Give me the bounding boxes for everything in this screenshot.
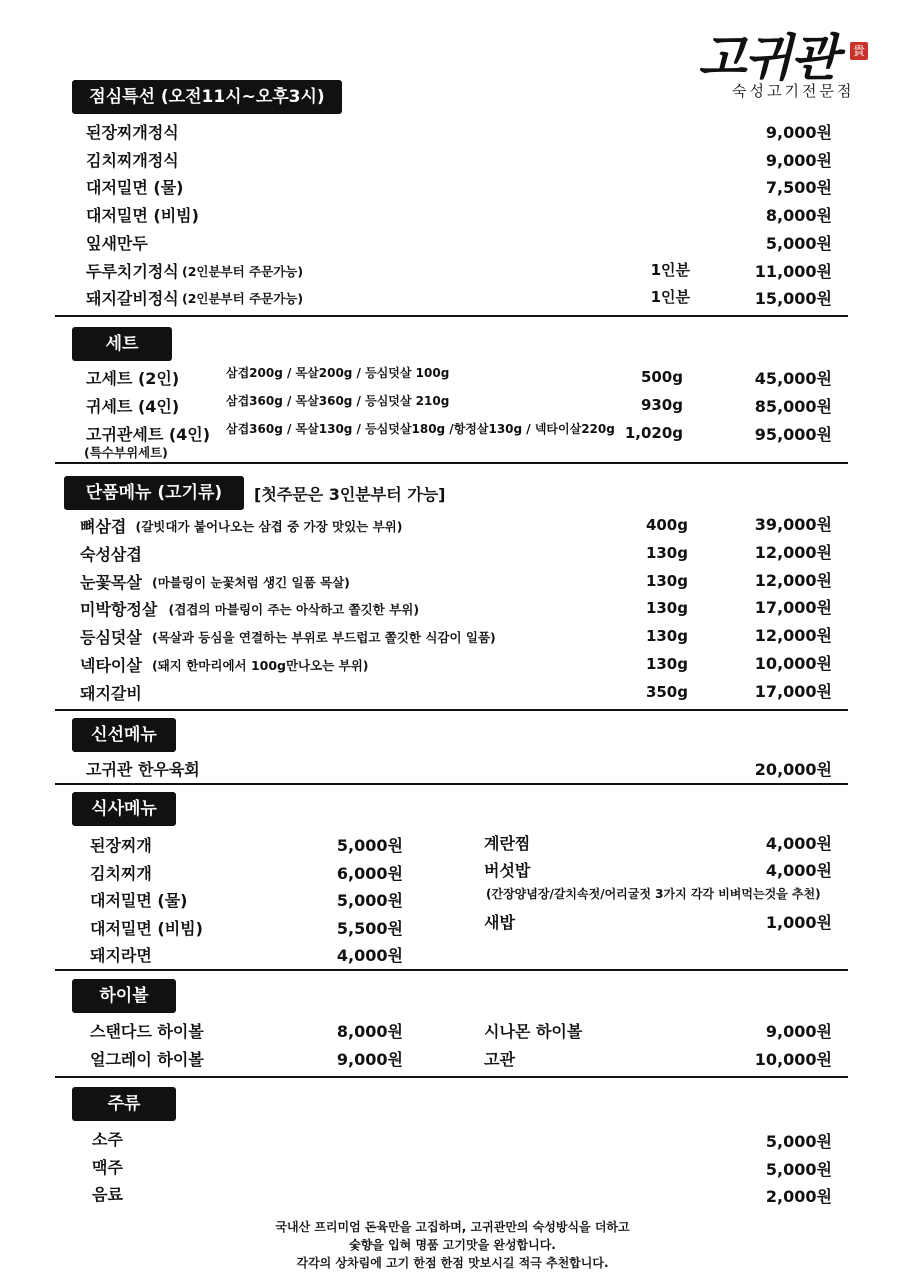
menu-item-qty: 1인분 [650,260,690,279]
single-item-qty: 130g [645,571,688,590]
menu-item-note: (2인분부터 주문가능) [182,263,304,279]
single-section-badge: 단품메뉴 (고기류) [64,476,244,510]
divider [55,315,848,317]
divider [55,969,848,971]
meal-item-price: 4,000원 [765,834,832,853]
menu-item-name: 대저밀면 (물) [86,178,184,198]
highball-item-price: 10,000원 [754,1049,832,1069]
liquor-section-badge: 주류 [72,1087,176,1121]
set-item-price: 45,000원 [754,369,832,388]
highball-item-name: 시나몬 하이볼 [484,1022,583,1041]
single-item-qty: 130g [645,655,688,673]
liquor-item-price: 2,000원 [765,1187,832,1206]
brand-logo [690,24,870,104]
logo-title: 고귀관 [698,28,837,87]
highball-item-price: 9,000원 [765,1022,832,1041]
meal-item-price: 1,000원 [765,913,832,932]
meal-item-price: 5,000원 [336,836,403,855]
meal-item-price: 4,000원 [336,946,403,966]
single-item-qty: 130g [645,627,688,646]
set-item-price: 95,000원 [754,425,832,444]
meal-item-price: 5,000원 [336,891,403,911]
liquor-item-name: 맥주 [92,1157,123,1177]
single-item-name: 숙성삼겹 [80,544,142,564]
menu-item-name: 돼지갈비정식 [86,289,179,309]
set-item-name: 고귀관세트 (4인) [86,425,211,444]
fresh-section-badge: 신선메뉴 [72,718,176,752]
fresh-item-name: 고귀관 한우육회 [86,760,200,779]
menu-item-qty: 1인분 [650,288,690,307]
divider [55,462,848,464]
meal-item-name: 대저밀면 (물) [90,891,188,911]
single-item-price: 10,000원 [754,654,832,673]
divider [55,709,848,711]
single-item-price: 12,000원 [754,626,832,646]
set-item-qty: 1,020g [624,424,683,442]
set-item-price: 85,000원 [754,397,832,416]
menu-item-name: 된장찌개정식 [86,123,179,142]
menu-item-note: (2인분부터 주문가능) [182,291,304,307]
meal-item-name: 김치찌개 [90,863,152,883]
single-item-name: 돼지갈비 [80,683,142,703]
menu-item-price: 15,000원 [754,289,832,309]
lunch-section-badge: 점심특선 (오전11시~오후3시) [72,80,342,114]
meal-item-price: 4,000원 [765,861,832,880]
highball-item-price: 8,000원 [336,1022,403,1041]
single-item-note: (돼지 한마리에서 100g만나오는 부위) [152,658,369,673]
meal-item-price: 5,500원 [336,918,403,938]
liquor-item-price: 5,000원 [765,1159,832,1179]
menu-item-name: 잎새만두 [86,233,148,253]
liquor-item-name: 소주 [92,1130,123,1149]
menu-item-price: 8,000원 [765,206,832,226]
meal-item-name: 버섯밥 [484,861,531,880]
menu-item-price: 9,000원 [765,123,832,142]
set-item-qty: 930g [640,396,683,414]
meal-item-name: 대저밀면 (비빔) [90,918,203,938]
single-item-price: 39,000원 [754,515,832,534]
footer-line-2: 숯향을 입혀 명품 고기맛을 완성합니다. [349,1238,556,1252]
single-item-qty: 130g [645,543,688,562]
set-item-desc: 삼겹360g / 목살130g / 등심덧살180g /항정살130g / 넥타이살220g [226,422,615,436]
divider [55,1076,848,1078]
meal-item-name: 계란찜 [484,834,531,853]
meal-item-name: 새밥 [484,913,515,932]
menu-item-price: 11,000원 [754,261,832,281]
single-item-note: (목살과 등심을 연결하는 부위로 부드럽고 쫄깃한 식감이 일품) [152,630,496,646]
set-item-name: 고세트 (2인) [86,369,180,388]
set-item-name: 귀세트 (4인) [86,397,180,416]
menu-item-price: 9,000원 [765,150,832,170]
single-item-qty: 400g [645,516,688,534]
single-item-name: 미박항정살 [80,600,158,620]
single-item-name: 등심덧살 [80,628,142,648]
single-item-note: (겹겹의 마블링이 주는 아삭하고 쫄깃한 부위) [168,602,420,618]
meal-item-name: 돼지라면 [90,946,152,966]
liquor-item-name: 음료 [92,1185,123,1204]
highball-item-name: 얼그레이 하이볼 [90,1049,204,1069]
special-cut-note: (특수부위세트) [84,445,168,460]
logo-seal: 貴 [850,42,868,60]
single-item-price: 17,000원 [754,598,832,618]
divider [55,783,848,785]
set-section-badge: 세트 [72,327,172,361]
fresh-item-price: 20,000원 [754,760,832,779]
meal-item-name: 된장찌개 [90,836,152,855]
menu-item-price: 7,500원 [765,178,832,198]
meal-item-price: 6,000원 [336,863,403,883]
meal-section-badge: 식사메뉴 [72,792,176,826]
single-item-qty: 130g [645,599,688,618]
single-item-price: 17,000원 [754,681,832,701]
highball-item-price: 9,000원 [336,1049,403,1069]
single-item-note: (마블링이 눈꽃처럼 생긴 일품 목살) [152,574,350,590]
footer-line-1: 국내산 프리미엄 돈육만을 고집하며, 고귀관만의 숙성방식을 더하고 [275,1220,630,1234]
highball-item-name: 고관 [484,1049,515,1069]
single-item-qty: 350g [645,682,688,701]
single-item-name: 눈꽃목살 [80,572,142,592]
first-order-notice: [첫주문은 3인분부터 가능] [254,485,446,504]
single-item-price: 12,000원 [754,570,832,590]
single-item-price: 12,000원 [754,542,832,562]
single-item-name: 뼈삼겹 [80,517,127,536]
rice-note: (간장양념장/갈치속젓/어리굴젓 3가지 각각 비벼먹는것을 추천) [486,887,821,901]
highball-section-badge: 하이볼 [72,979,176,1013]
set-item-qty: 500g [640,368,683,386]
highball-item-name: 스탠다드 하이볼 [90,1022,204,1041]
single-item-name: 넥타이살 [80,656,142,675]
footer-line-3: 각각의 상차림에 고기 한점 한점 맛보시길 적극 추천합니다. [296,1256,609,1270]
menu-item-name: 김치찌개정식 [86,150,179,170]
set-item-desc: 삼겹360g / 목살360g / 등심덧살 210g [226,394,450,408]
menu-item-name: 두루치기정식 [86,261,179,281]
set-item-desc: 삼겹200g / 목살200g / 등심덧살 100g [226,366,450,380]
liquor-item-price: 5,000원 [765,1132,832,1151]
menu-item-name: 대저밀면 (비빔) [86,206,199,226]
menu-item-price: 5,000원 [765,233,832,253]
logo-subtitle: 숙성고기전문점 [732,82,855,100]
single-item-note: (갈빗대가 붙어나오는 삼겹 중 가장 맛있는 부위) [135,519,403,534]
